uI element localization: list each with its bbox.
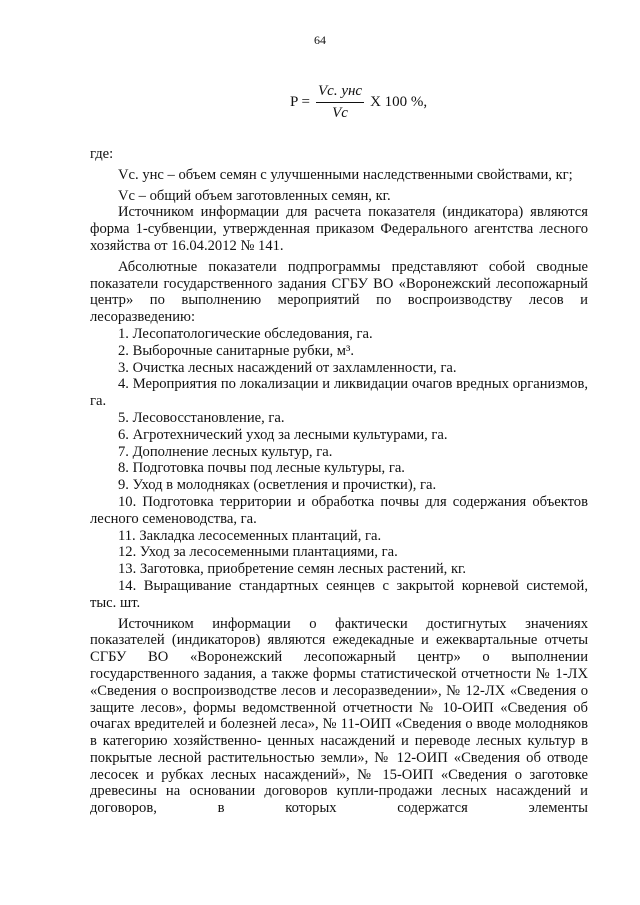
list-item: 11. Закладка лесосеменных плантаций, га. [118,527,382,544]
formula-rhs: X 100 %, [370,94,428,110]
list-item: 6. Агротехнический уход за лесными культурами, га. [118,426,448,443]
list-item: 9. Уход в молодняках (осветления и прочистки), га. [118,477,437,494]
formula-numerator: Vc. унс [316,83,364,103]
list-item: 2. Выборочные санитарные рубки, м³. [118,342,355,359]
indicator-list [90,326,588,612]
definition-vc: Vc – общий объем заготовленных семян, кг. [118,187,391,204]
list-item: 8. Подготовка почвы под лесные культуры, га. [118,460,405,477]
where-label: где: [90,146,114,162]
list-item: 5. Лесовосстановление, га. [118,409,285,426]
final-paragraph: Источником информации о фактически достигнутых значениях показателей (индикаторов) являются ежедекадные и ежеквартальные отчеты СГБУ ВО «Воронежский лесопожарный центр» о выполнении государственного задания, а также формы статистической отчетности № 1-ЛХ «Сведения о воспроизводстве лесов и лесоразведении», № 12-ЛХ «Сведения о защите лесов», формы ведомственной отчетности № 10-ОИП «Сведения об очагах вредителей и болезней леса», № 11-ОИП «Сведения о вводе молодняков в категорию хозяйственно- ценных насаждений и переводе лесных культур в покрытые лесной растительностью земли», № 12-ОИП «Сведения об отводе лесосек и рубках лесных насаждений», № 15-ОИП «Сведения о заготовке древесины на основании договоров купли-продажи лесных насаждений и договоров, в которых содержатся элементы [90,615,588,817]
definition-vc-uns: Vc. унс – объем семян с улучшенными наследственными свойствами, кг; [118,166,573,183]
formula-denominator: Vc [332,105,348,121]
list-item: 13. Заготовка, приобретение семян лесных растений, кг. [118,561,467,578]
page-number: 64 [314,33,326,47]
list-item: 3. Очистка лесных насаждений от захламленности, га. [118,359,457,376]
list-item: 1. Лесопатологические обследования, га. [118,325,373,342]
formula-lhs: P = [290,94,310,110]
list-item: 4. Мероприятия по локализации и ликвидации очагов вредных организмов, га. [90,376,588,410]
list-item: 7. Дополнение лесных культур, га. [118,443,333,460]
source-paragraph: Источником информации для расчета показателя (индикатора) являются форма 1-субвенции, утвержденная приказом Федерального агентства лесного хозяйства от 16.04.2012 № 141. [90,204,588,254]
formula [290,83,427,122]
list-item: 12. Уход за лесосеменными плантациями, га. [118,544,398,561]
list-item: 10. Подготовка территории и обработка почвы для содержания объектов лесного семеноводства, га. [90,493,588,527]
list-item: 14. Выращивание стандартных сеянцев с закрытой корневой системой, тыс. шт. [90,577,588,611]
document-body [90,146,588,817]
formula-fraction [316,83,364,122]
absolute-indicators-intro: Абсолютные показатели подпрограммы представляют собой сводные показатели государственного задания СГБУ ВО «Воронежский лесопожарный центр» по выполнению мероприятий по воспроизводству лесов и лесоразведению: [90,258,588,326]
